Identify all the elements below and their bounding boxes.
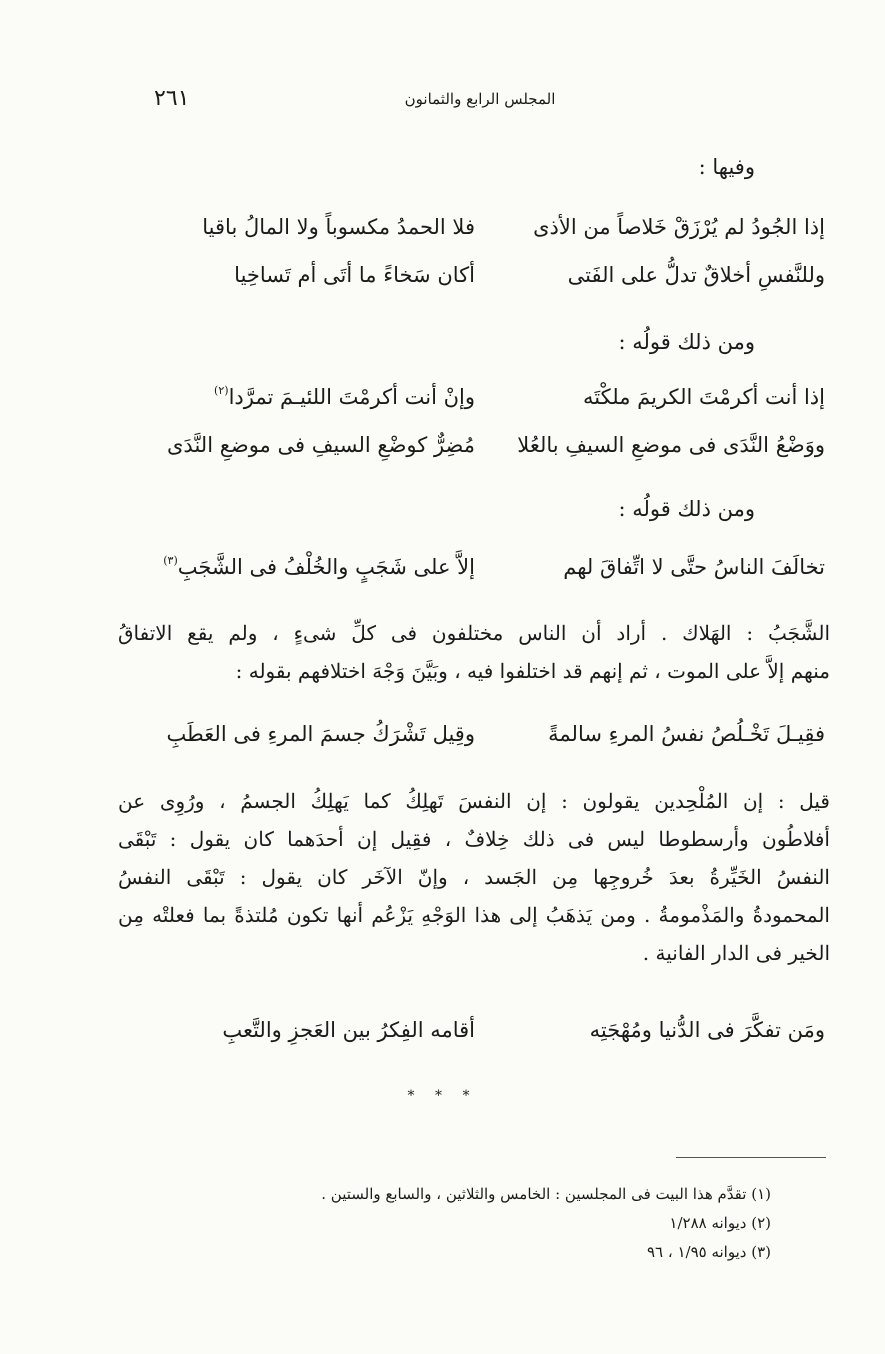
commentary-paragraph xyxy=(118,614,830,690)
verse-second-hemistich: أقامه الفِكرُ بين العَجزِ والتَّعبِ xyxy=(222,1018,475,1042)
verse-first-hemistich: إذا الجُودُ لم يُرْزَقْ خَلاصاً من الأذى xyxy=(533,215,825,239)
verse-line xyxy=(165,433,825,473)
verse-line xyxy=(165,215,825,255)
verse-second-hemistich: فلا الحمدُ مكسوباً ولا المالُ باقيا xyxy=(202,215,475,239)
verse-line xyxy=(165,555,825,595)
verse-line xyxy=(165,722,825,762)
hemistich-text: وإنْ أنت أكرمْتَ اللئيـمَ تمرَّدا xyxy=(228,385,475,409)
verse-first-hemistich: ومَن تفكَّرَ فى الدُّنيا ومُهْجَتِه xyxy=(589,1018,825,1042)
verse-second-hemistich: أكان سَخاءً ما أتَى أم تَساخِيا xyxy=(234,263,475,287)
page-header xyxy=(140,86,820,116)
footnote-marker: (٣) xyxy=(163,554,178,567)
paragraph-line: قيل : إن المُلْحِدين يقولون : إن النفسَ تَهلِكُ كما يَهلِكُ الجسمُ ، ورُوِى عن xyxy=(118,789,830,813)
paragraph-line: أفلاطُون وأرسطوطا ليس فى ذلك خِلافٌ ، فقِيل إن أحدَهما كان يقول : تَبْقَى xyxy=(118,827,830,851)
intro-line: ومن ذلك قولُه : xyxy=(618,497,755,521)
page-number: ٢٦١ xyxy=(154,86,190,111)
verse-first-hemistich: فقِيـلَ تَخْـلُصُ نفسُ المرءِ سالمةً xyxy=(548,722,825,746)
verse-line xyxy=(165,263,825,303)
paragraph-line: الشَّجَبُ : الهَلاك . أراد أن الناس مختلفون فى كلِّ شىءٍ ، ولم يقع الاتفاقُ xyxy=(118,621,830,645)
verse-second-hemistich: مُضِرٌّ كوضْعِ السيفِ فى موضعِ النَّدَى xyxy=(167,433,475,457)
verse-first-hemistich: وللنَّفسِ أخلاقٌ تدلُّ على الفَتى xyxy=(567,263,825,287)
section-separator: * * * xyxy=(407,1088,478,1104)
verse-first-hemistich: إذا أنت أكرمْتَ الكريمَ ملكْتَه xyxy=(583,385,825,409)
footnote: (٣) ديوانه ١/٩٥ ، ٩٦ xyxy=(646,1243,771,1261)
verse-first-hemistich: ووَضْعُ النَّدَى فى موضعِ السيفِ بالعُلا xyxy=(517,433,825,457)
hemistich-text: إلاَّ على شَجَبٍ والخُلْفُ فى الشَّجَبِ xyxy=(177,555,475,579)
verse-first-hemistich: تخالَفَ الناسُ حتَّى لا اتِّفاقَ لهم xyxy=(563,555,825,579)
verse-second-hemistich: وقِيل تَشْرَكُ جسمَ المرءِ فى العَطَبِ xyxy=(166,722,475,746)
paragraph-line: المحمودةُ والمَذْمومةُ . ومن يَذهَبُ إلى هذا الوَجْهِ يَزْعُم أنها تكون مُلتذةً بما فعلتْه مِن xyxy=(118,903,830,927)
verse-line xyxy=(165,385,825,425)
intro-line: ومن ذلك قولُه : xyxy=(618,330,755,354)
footnote: (١) تقدَّم هذا البيت فى المجلسين : الخامس والثلاثين ، والسابع والستين . xyxy=(321,1185,771,1203)
commentary-paragraph xyxy=(118,782,830,972)
verse-second-hemistich xyxy=(165,555,475,579)
footnote-marker: (٢) xyxy=(214,384,229,397)
paragraph-line: الخير فى الدار الفانية . xyxy=(642,941,830,965)
footnote-rule xyxy=(676,1157,826,1158)
footnote: (٢) ديوانه ١/٢٨٨ xyxy=(669,1214,771,1232)
paragraph-line: النفسُ الخَيِّرةُ بعدَ خُروجِها مِن الجَسد ، وإنّ الآخَر كان يقول : تَبْقَى النفسُ xyxy=(118,865,830,889)
verse-line xyxy=(165,1018,825,1058)
verse-second-hemistich xyxy=(165,385,475,409)
footnotes xyxy=(211,1180,771,1267)
paragraph-line: منهم إلاَّ على الموت ، ثم إنهم قد اختلفوا فيه ، وبَيَّنَ وَجْهَ اختلافهم بقوله : xyxy=(235,659,830,683)
intro-line: وفيها : xyxy=(698,155,755,179)
running-title: المجلس الرابع والثمانون xyxy=(404,90,556,108)
